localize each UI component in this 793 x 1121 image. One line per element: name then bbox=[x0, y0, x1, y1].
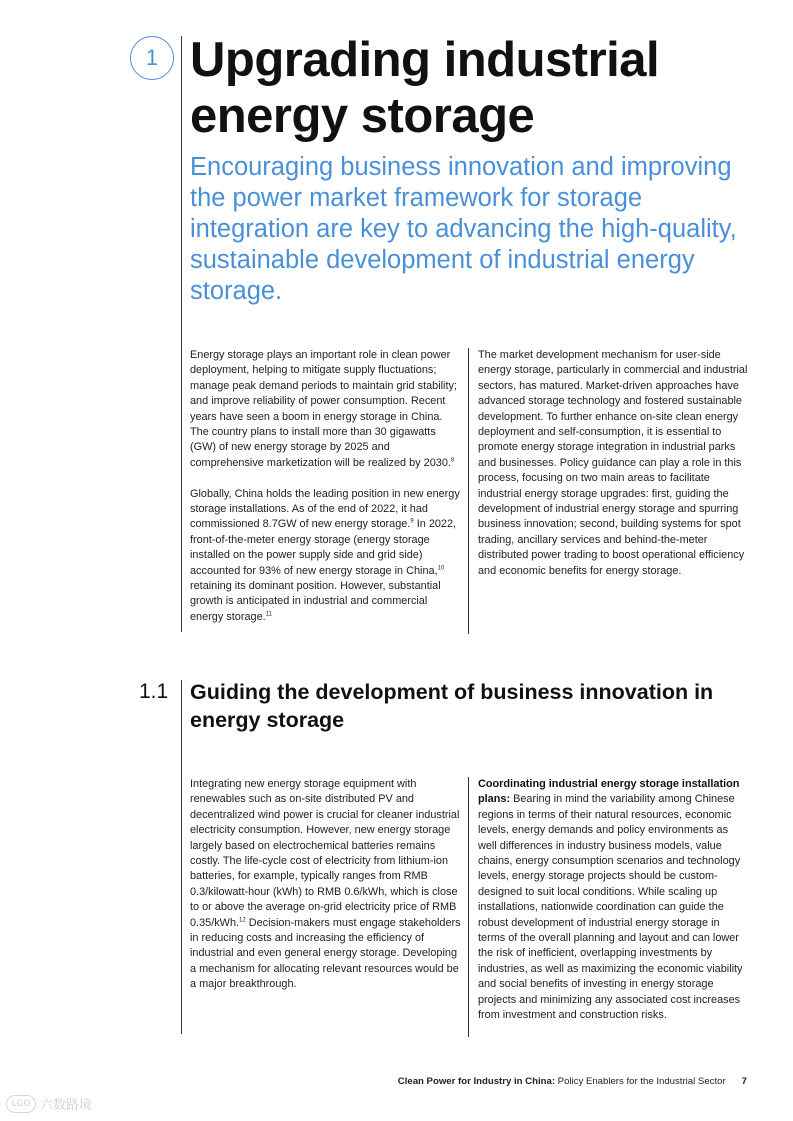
page-number: 7 bbox=[741, 1076, 747, 1087]
section-paragraph: Coordinating industrial energy storage installation plans: Bearing in mind the variability among Chinese regions in terms of their natural resources, economic levels, energy demands and policy environments as well differences in industry business models, value chains, energy consumption scenarios and technology levels, energy storage projects should be custom-designed to suit local conditions. While scaling up installations, nationwide coordination can guide the robust development of industrial energy storage in terms of the overall planning and layout and can lower the risk of inefficient, overlapping investments by industries, as well as maximizing the economic viability and social benefits of investing in energy storage projects and minimizing any associated cost increases from investment and construction risks. bbox=[478, 778, 743, 1022]
chapter-lead: Encouraging business innovation and improving the power market framework for storage integration are key to advancing the high-quality, sustainable development of industrial energy storage. bbox=[190, 153, 737, 305]
watermark bbox=[6, 1094, 92, 1113]
intro-left-column bbox=[190, 348, 462, 625]
intro-paragraph: The market development mechanism for user-side energy storage, particularly in commercial and industrial sectors, has matured. Market-driven approaches have advanced storage technology and fostered sustainable development. To further enhance on-site clean energy deployment and self-consumption, it is essential to promote energy storage integration in industrial parks and businesses. Policy guidance can play a role in this process, focusing on two main areas to facilitate industrial energy storage upgrades: first, guiding the development of industrial energy storage and spurring business innovation; second, building systems for spot trading, ancillary services and behind-the-meter distributed power trading to boost operational efficiency and economic benefits for energy storage. bbox=[478, 349, 748, 577]
footnote-ref: 12 bbox=[239, 917, 246, 924]
footnote-ref: 10 bbox=[437, 565, 445, 572]
chapter-number: 1 bbox=[145, 45, 159, 70]
chapter-number-badge bbox=[130, 36, 174, 80]
page-footer bbox=[398, 1076, 747, 1087]
footer-report-title: Clean Power for Industry in China: Policy Enablers for the Industrial Sector bbox=[397, 1076, 726, 1087]
intro-right-column bbox=[478, 348, 748, 579]
section-paragraph: Integrating new energy storage equipment with renewables such as on-site distributed PV and decentralized wind power is crucial for cleaner industrial electricity consumption. However, new energy storage largely based on electrochemical batteries remains costly. The life-cycle cost of electricity from lithium-ion batteries, for example, typically ranges from RMB 0.3/kilowatt-hour (kWh) to RMB 0.6/kWh, which is close to or above the average on-grid electricity price of RMB 0.35/kWh.$^{12}$ Decision-makers must engage stakeholders in reducing costs and increasing the efficiency of industrial and even general energy storage. Developing a mechanism for allocating relevant resources would be a major breakthrough. bbox=[190, 778, 461, 991]
intro-paragraph: Energy storage plays an important role in clean power deployment, helping to mitigate supply fluctuations; manage peak demand periods to maintain grid stability; and improve reliability of power consumption. Recent years have seen a boom in energy storage in China. The country plans to install more than 30 gigawatts (GW) of new energy storage by 2025 and comprehensive marketization will be realized by 2030.$^8$ bbox=[190, 349, 457, 469]
footnote-ref: 11 bbox=[265, 611, 272, 618]
section-number: 1.1 bbox=[139, 680, 169, 703]
chapter-title: Upgrading industrial energy storage bbox=[190, 33, 660, 143]
watermark-logo-icon: LGO bbox=[6, 1095, 36, 1113]
section-right-column bbox=[478, 777, 748, 1024]
paragraph-lead-bold: Coordinating industrial energy storage installation plans: bbox=[478, 778, 740, 806]
chapter-vertical-rule bbox=[181, 36, 182, 632]
footnote-ref: 8 bbox=[450, 457, 455, 464]
section-title: Guiding the development of business innovation in energy storage bbox=[190, 680, 714, 732]
column-divider bbox=[468, 348, 469, 634]
watermark-text: 六数路境 bbox=[40, 1098, 93, 1113]
intro-paragraph: Globally, China holds the leading position in new energy storage installations. As of the end of 2022, it had commissioned 8.7GW of new energy storage.$^9$ In 2022, front-of-the-meter energy storage (energy storage installed on the power supply side and grid side) accounted for 93% of new energy storage in China,$^{10}$ retaining its dominant position. However, substantial growth is anticipated in industrial and commercial energy storage.$^{11}$ bbox=[190, 487, 460, 623]
section-vertical-rule bbox=[181, 680, 182, 1034]
section-left-column bbox=[190, 777, 462, 993]
column-divider bbox=[468, 777, 469, 1037]
footnote-ref: 9 bbox=[410, 518, 414, 525]
